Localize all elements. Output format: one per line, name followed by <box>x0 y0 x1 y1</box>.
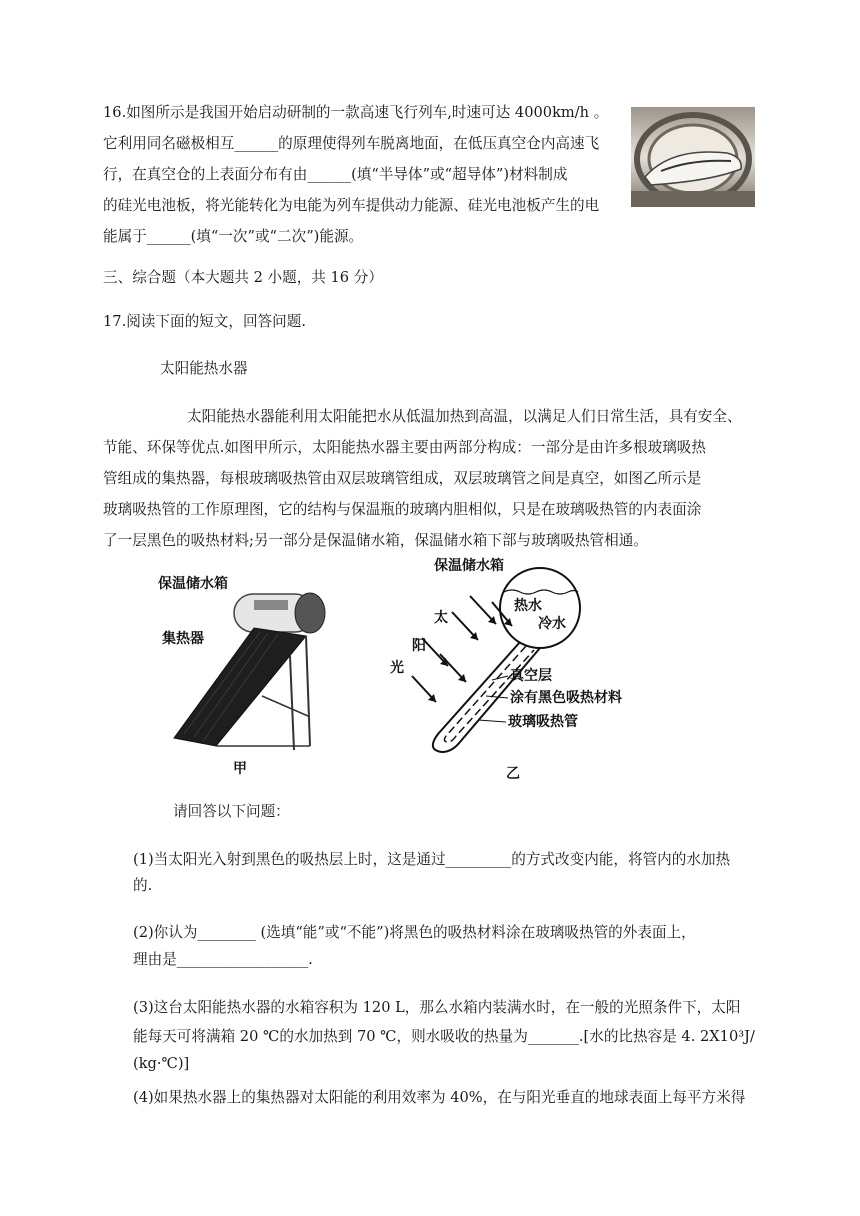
fig-a-label-collector: 集热器 <box>162 631 204 647</box>
figure-a-heater <box>150 566 340 780</box>
article-line-5: 了一层黑色的吸热材料;另一部分是保温储水箱，保温储水箱下部与玻璃吸热管相通。 <box>103 532 648 549</box>
fig-b-sun-char-3: 光 <box>390 660 404 676</box>
q16-line-2: 它利用同名磁极相互______的原理使得列车脱离地面，在低压真空仓内高速飞 <box>103 135 600 152</box>
question-2-line-1: (2)你认为________ (选填“能”或“不能”)将黑色的吸热材料涂在玻璃吸热管的外表面上， <box>133 924 696 941</box>
q16-line-5: 能属于______(填“一次”或“二次”)能源。 <box>103 228 364 245</box>
q16-line-4: 的硅光电池板，将光能转化为电能为列车提供动力能源、硅光电池板产生的电 <box>103 197 600 214</box>
question-4-line-1: (4)如果热水器上的集热器对太阳能的利用效率为 40%，在与阳光垂直的地球表面上每平方米得 <box>133 1089 746 1106</box>
fig-b-label-tube: 玻璃吸热管 <box>508 714 578 730</box>
fig-a-label-tank: 保温储水箱 <box>158 576 228 592</box>
fig-b-label-coating: 涂有黑色吸热材料 <box>510 690 622 706</box>
q17-intro: 17.阅读下面的短文，回答问题. <box>103 313 306 330</box>
fig-b-label-cold: 冷水 <box>538 616 566 632</box>
article-line-1: 太阳能热水器能利用太阳能把水从低温加热到高温，以满足人们日常生活，具有安全、 <box>187 408 742 425</box>
train-photo <box>631 107 755 207</box>
question-3-line-1: (3)这台太阳能热水器的水箱容积为 120 L，那么水箱内装满水时，在一般的光照条件下，太阳 <box>133 999 741 1016</box>
fig-b-label-tank: 保温储水箱 <box>434 558 504 574</box>
q16-line-3: 行，在真空仓的上表面分布有由______(填“半导体”或“超导体”)材料制成 <box>103 166 568 183</box>
fig-b-sun-char-2: 阳 <box>412 638 426 654</box>
fig-b-label-hot: 热水 <box>514 598 542 614</box>
article-line-2: 节能、环保等优点.如图甲所示，太阳能热水器主要由两部分构成：一部分是由许多根玻璃吸热 <box>103 439 706 456</box>
question-1-line-1: (1)当太阳光入射到黑色的吸热层上时，这是通过_________的方式改变内能，将管内的水加热 <box>133 851 731 868</box>
question-3-line-3: (kg·℃)] <box>133 1055 190 1072</box>
fig-b-caption: 乙 <box>506 766 520 782</box>
article-line-3: 管组成的集热器，每根玻璃吸热管由双层玻璃管组成，双层玻璃管之间是真空，如图乙所示是 <box>103 470 702 487</box>
figure-b-tube-diagram <box>382 556 652 786</box>
fig-b-sun-char-1: 太 <box>434 610 448 626</box>
q16-line-1: 16.如图所示是我国开始启动研制的一款高速飞行列车,时速可达 4000km/h 。 <box>103 104 609 121</box>
ask-prompt: 请回答以下问题： <box>173 803 290 820</box>
question-3-line-2: 能每天可将满箱 20 ℃的水加热到 70 ℃，则水吸收的热量为_______.[水的比热容是 4. 2X10³J/ <box>133 1028 755 1045</box>
question-2-line-2: 理由是__________________. <box>133 951 313 968</box>
fig-b-label-vacuum: 真空层 <box>510 668 552 684</box>
section-3-heading: 三、综合题（本大题共 2 小题，共 16 分） <box>103 269 383 286</box>
question-1-line-2: 的. <box>133 877 153 894</box>
article-title: 太阳能热水器 <box>160 360 248 377</box>
fig-a-caption: 甲 <box>233 761 247 777</box>
article-line-4: 玻璃吸热管的工作原理图，它的结构与保温瓶的玻璃内胆相似，只是在玻璃吸热管的内表面涂 <box>103 501 702 518</box>
